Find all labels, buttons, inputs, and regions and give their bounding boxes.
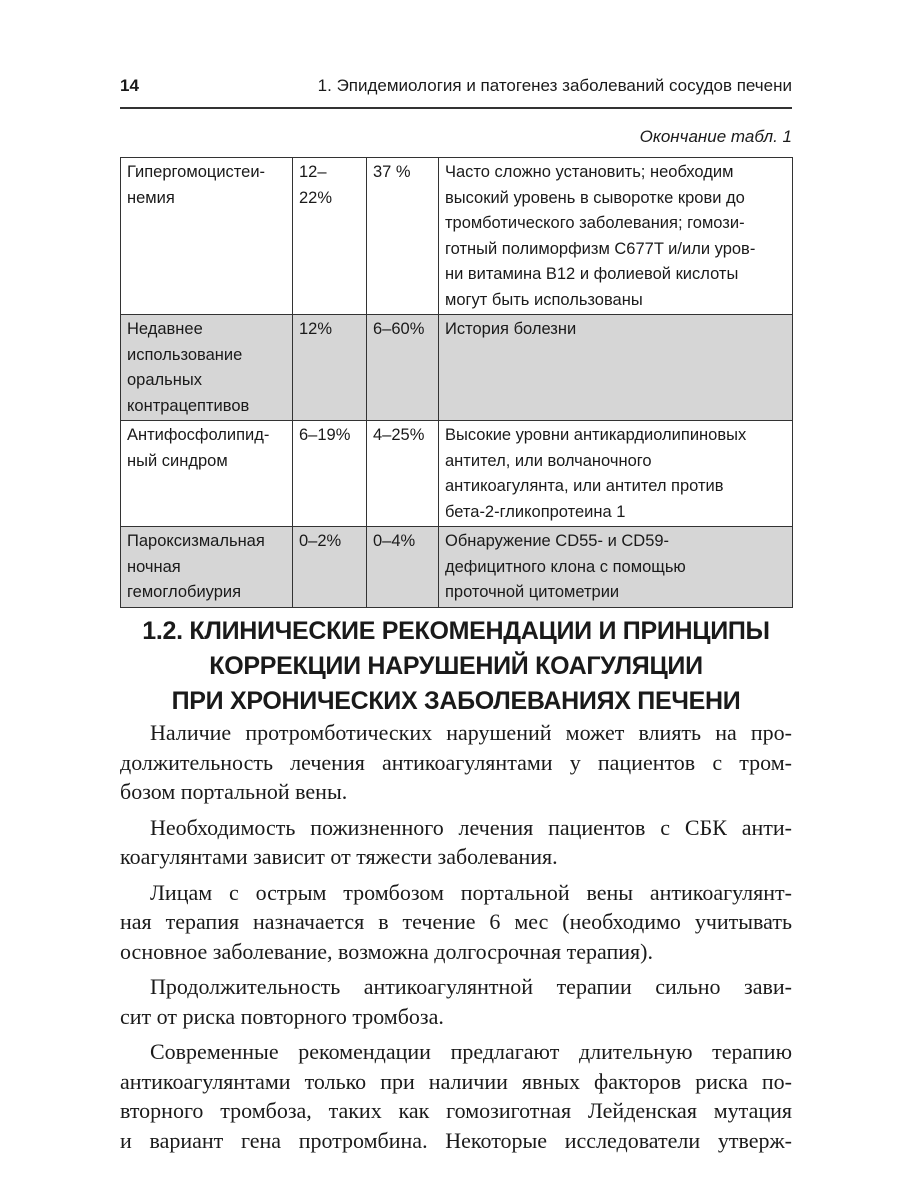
risk-text: 6–60% <box>373 320 425 338</box>
note-text: Высокие уровни антикардиолипиновых антител, или волчаночного антикоагулянта, или антител против бета-2-гликопротеина 1 <box>445 426 747 521</box>
section-heading <box>120 614 792 719</box>
factor-cell <box>121 421 293 527</box>
prevalence-text: 12% <box>299 320 333 338</box>
note-cell <box>439 315 793 421</box>
risk-factors-table <box>120 157 793 608</box>
prevalence-cell <box>293 158 367 315</box>
factor-text: Пароксизмальная ночная гемоглобиурия <box>127 532 265 601</box>
page-header <box>120 76 792 104</box>
factor-cell <box>121 315 293 421</box>
paragraph <box>120 718 792 807</box>
risk-cell <box>367 421 439 527</box>
paragraph <box>120 878 792 967</box>
text-line: и вариант гена протромбина. Некоторые исследователи утверж- <box>120 1127 792 1153</box>
body-text <box>120 718 792 1155</box>
factor-text: Антифосфолипид- ный синдром <box>127 426 270 470</box>
note-cell <box>439 158 793 315</box>
table-row <box>121 315 793 421</box>
note-cell <box>439 527 793 608</box>
factor-cell <box>121 158 293 315</box>
risk-text: 0–4% <box>373 532 416 550</box>
factor-cell <box>121 527 293 608</box>
table-row <box>121 158 793 315</box>
factor-text: Недавнее использование оральных контрацептивов <box>127 320 250 415</box>
heading-line: 1.2. КЛИНИЧЕСКИЕ РЕКОМЕНДАЦИИ И ПРИНЦИПЫ <box>142 617 770 645</box>
text-line: бозом портальной вены. <box>120 779 348 804</box>
text-line: сит от риска повторного тромбоза. <box>120 1003 444 1029</box>
risk-cell <box>367 527 439 608</box>
paragraph <box>120 972 792 1031</box>
heading-line: ПРИ ХРОНИЧЕСКИХ ЗАБОЛЕВАНИЯХ ПЕЧЕНИ <box>171 687 741 715</box>
prevalence-cell <box>293 315 367 421</box>
prevalence-text: 12– 22% <box>299 163 333 207</box>
prevalence-text: 0–2% <box>299 532 342 550</box>
risk-cell <box>367 158 439 315</box>
note-text: Обнаружение CD55- и CD59- дефицитного клона с помощью проточной цитометрии <box>445 532 686 601</box>
prevalence-text: 6–19% <box>299 426 351 444</box>
text-line: антикоагулянтами только при наличии явных факторов риска по- <box>120 1068 792 1094</box>
prevalence-cell <box>293 527 367 608</box>
header-divider <box>120 107 792 109</box>
text-line: ная терапия назначается в течение 6 мес (необходимо учитывать <box>120 909 792 934</box>
text-line: Лицам с острым тромбозом портальной вены антикоагулянт- <box>150 879 792 905</box>
prevalence-cell <box>293 421 367 527</box>
text-line: коагулянтами зависит от тяжести заболевания. <box>120 844 558 869</box>
table-caption: Окончание табл. 1 <box>639 127 792 146</box>
text-line: Необходимость пожизненного лечения пациентов с СБК анти- <box>150 814 792 840</box>
text-line: Современные рекомендации предлагают длительную терапию <box>150 1039 792 1064</box>
text-line: должительность лечения антикоагулянтами у пациентов с тром- <box>120 749 792 775</box>
text-line: Наличие протромботических нарушений может влиять на про- <box>150 720 792 745</box>
page-number: 14 <box>120 76 139 95</box>
risk-cell <box>367 315 439 421</box>
table-row <box>121 421 793 527</box>
table-row <box>121 527 793 608</box>
factor-text: Гипергомоцистеи- немия <box>127 163 266 207</box>
paragraph <box>120 1037 792 1155</box>
note-text: История болезни <box>445 320 577 338</box>
paragraph <box>120 813 792 872</box>
risk-text: 4–25% <box>373 426 425 444</box>
note-text: Часто сложно установить; необходим высокий уровень в сыворотке крови до тромботического заболевания; гомози- готный полиморфизм C677T и/или уров- ни витамина B12 и фолиевой кислоты могут быть использованы <box>445 163 756 309</box>
text-line: основное заболевание, возможна долгосрочная терапия). <box>120 938 653 964</box>
risk-text: 37 % <box>373 163 411 181</box>
running-title: 1. Эпидемиология и патогенез заболеваний сосудов печени <box>317 76 792 95</box>
text-line: вторного тромбоза, таких как гомозиготная Лейденская мутация <box>120 1098 792 1123</box>
note-cell <box>439 421 793 527</box>
text-line: Продолжительность антикоагулянтной терапии сильно зави- <box>150 974 792 999</box>
heading-line: КОРРЕКЦИИ НАРУШЕНИЙ КОАГУЛЯЦИИ <box>209 652 703 680</box>
